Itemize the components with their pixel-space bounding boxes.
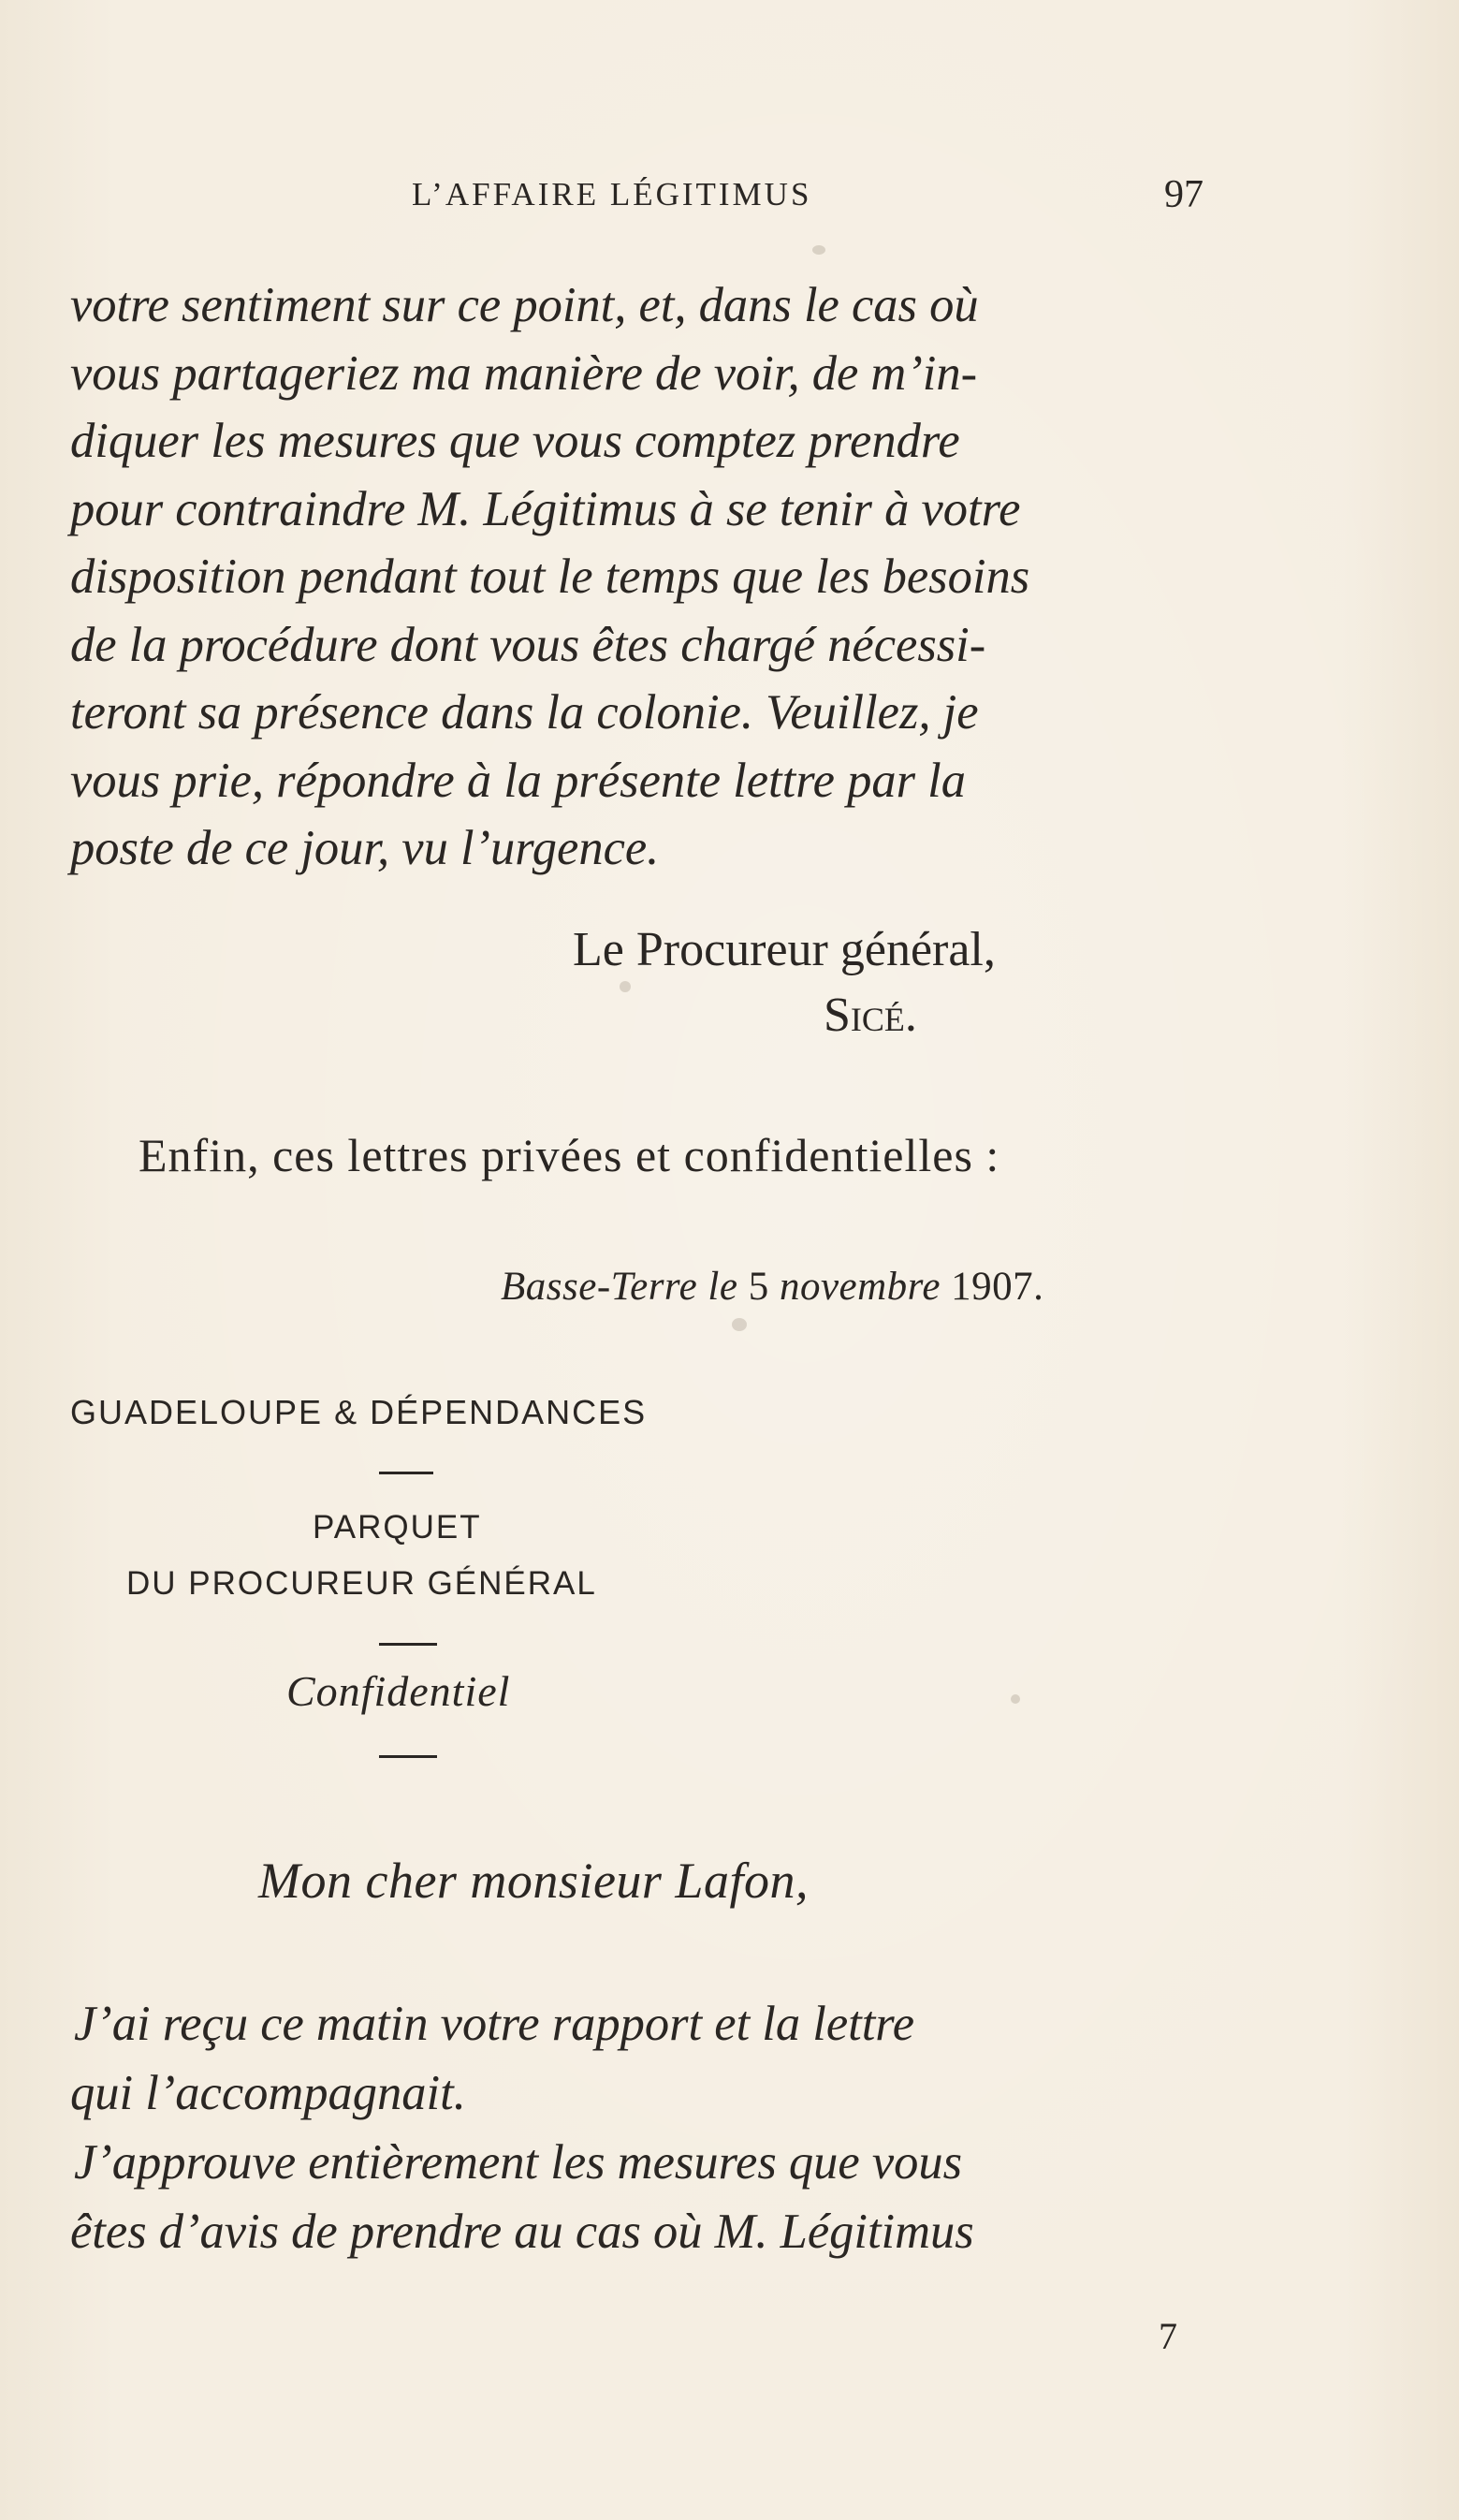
text-line: teront sa présence dans la colonie. Veuillez, je <box>70 685 979 740</box>
show-through-text <box>767 824 1254 1891</box>
text-line: diquer les mesures que vous comptez prendre <box>70 414 960 468</box>
paper-speck <box>1011 1694 1020 1704</box>
dateline-day: 5 <box>748 1265 769 1309</box>
signature-name: Sicé. <box>824 989 917 1042</box>
dateline-month: novembre <box>779 1265 941 1309</box>
text-line: êtes d’avis de prendre au cas où M. Légitimus <box>70 2205 974 2259</box>
text-line: J’approuve entièrement les mesures que vous <box>74 2135 963 2190</box>
signature-title: Le Procureur général, <box>573 923 996 976</box>
salutation: Mon cher monsieur Lafon, <box>258 1853 809 1909</box>
letter-body <box>70 1989 1221 2266</box>
divider <box>379 1643 437 1646</box>
text-line: de la procédure dont vous êtes chargé nécessi- <box>70 617 986 672</box>
text-line: poste de ce jour, vu l’urgence. <box>70 821 660 875</box>
text-line: disposition pendant tout le temps que les besoins <box>70 549 1030 604</box>
text-line: votre sentiment sur ce point, et, dans le cas où <box>70 278 979 332</box>
dateline-year: 1907. <box>951 1265 1044 1309</box>
paper-speck <box>812 245 825 255</box>
paper-speck <box>732 1318 747 1331</box>
page-number: 97 <box>1164 173 1204 216</box>
text-line: vous prie, répondre à la présente lettre par la <box>70 753 966 808</box>
letter-end-paragraph <box>70 271 1221 883</box>
page-header <box>0 173 1459 223</box>
dateline <box>501 1264 1043 1310</box>
text-line: pour contraindre M. Légitimus à se tenir à votre <box>70 481 1021 536</box>
divider <box>379 1472 433 1474</box>
letterhead-classification: Confidentiel <box>286 1667 511 1715</box>
letterhead-office-2: DU PROCUREUR GÉNÉRAL <box>126 1565 597 1602</box>
text-line: J’ai reçu ce matin votre rapport et la lettre <box>74 1997 915 2051</box>
running-title: L’AFFAIRE LÉGITIMUS <box>412 176 812 212</box>
dateline-place: Basse-Terre <box>501 1265 698 1309</box>
letterhead-office-1: PARQUET <box>313 1509 482 1546</box>
intro-sentence: Enfin, ces lettres privées et confidentielles : <box>139 1129 1000 1181</box>
text-line: vous partageriez ma manière de voir, de m’in- <box>70 345 978 401</box>
letterhead-department: GUADELOUPE & DÉPENDANCES <box>70 1393 648 1431</box>
divider <box>379 1755 437 1758</box>
text-line: qui l’accompagnait. <box>70 2066 466 2120</box>
printer-signature-mark: 7 <box>1159 2315 1177 2357</box>
paper-speck <box>620 981 631 992</box>
dateline-le: le <box>708 1265 738 1309</box>
